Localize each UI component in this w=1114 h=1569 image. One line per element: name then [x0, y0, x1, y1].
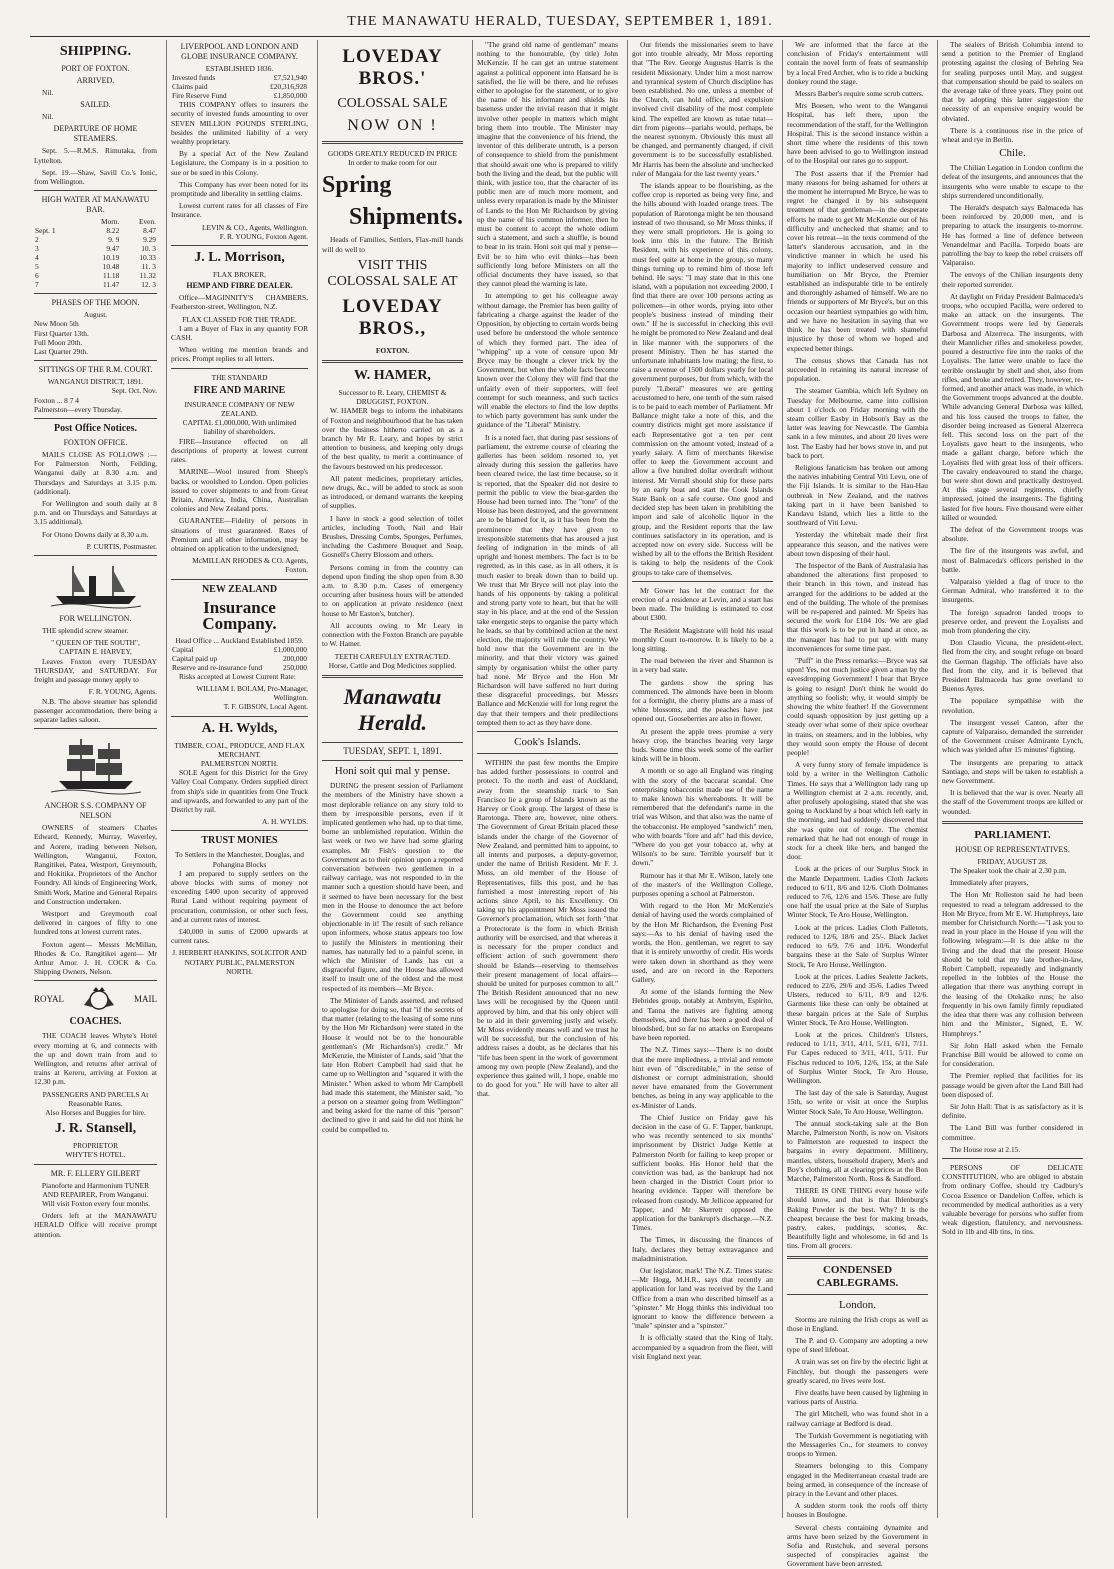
sailed-heading: SAILED. [80, 100, 111, 110]
parliament-heading: PARLIAMENT. [974, 828, 1051, 841]
herald-title: Manawatu Herald. [343, 683, 442, 735]
arrived-nil: Nil. [42, 88, 54, 97]
shipping-title: SHIPPING. [59, 44, 132, 59]
chile-heading: Chile. [999, 147, 1026, 160]
tide-row: 6 11.18 11.32 [35, 271, 156, 281]
column-6: We are informed that the farce at the conclusion of Friday's entertainment will contain the novel form of feats of seamanship by a local Fred Archer, who is to ride a bucking donkey round the stage. Messrs Barber's require some scrub cutters. Mrs Boesen, who went to the Wanganui Hospital, has left there, upon the recommendation of the staff, for the Wellington Hospital. This is the second instance within a short time where the residents of this town have been advised to go to Wellington instead of to the Hospital our rates go to support. The Post asserts that if the Premier had many reasons for being ashamed for others at the moment he interrupted Mr Bryce, he was to regret he changed it by his subsequent treatment of that gentleman—in the desperate efforts he made to get Mr McKenzie out of his difficulty and unchecked that shame; and to cover his retreat—in the texts commend of the latter's slanderous accusation, and in the vindictive manner in which he used his majority to inflict undeserved censure and humiliation on Mr Bryce, the Premier established an indisputable title to be entirely and thoroughly ashamed of himself. We are no friends or supporters of Mr Bryce's, but on this occasion our heartiest sympathies go with him, and we have no hesitation in saying that we think he has been treated with shameful injustice by those of whom we hoped and expected better things. The census shows that Canada has not succeeded in retaining its natural increase of population. The steamer Gambia, which left Sydney on Tuesday for Melbourne, came into collision about 1 o'clock on Friday morning with the steam collier Easby in Hobson's Bay as the latter was leaving for Newcastle. The Gambia sank in a few minutes, and about 20 lives were lost. The Easby had her bows stove in, and put back to port. Religious fanaticism has broken out among the natives inhabiting Central Viti Levu, one of the Fiji Islands. It is similar to the Hau-Hau outbreak in New Zealand, and the natives taking part in it have been banished to Kandavu Island, which lies a little to the southward of Viti Levu. Yesterday the whitebait made their first appearance this season, and the natives were about town disposing of their haul. The Inspector of the Bank of Australasia has abandoned the alterations first proposed to their branch in this town, and instead has arranged for the additions to be added at the end of the building. The whole of the premises will be re-papered and painted. Mr Speirs has secured the work for £104 10s. We are glad that this work is to be put in hand at once, as the manager has had to put up with many inconveniences for some time past. "Puff" in the Press remarks:—Bryce was sat upon! Yes, not much justice given a man by the eavesdropping Government! I hear that Bryce is going to resign! Don't think he would do anything so foolish; why, it would simply be showing the white feather! If the Government could squash opposition by just getting up a steady over what some of their spice overhear in trains, on steamers, and in the lobbies, why they would soon empty the House of decent people! A very funny story of female impudence is told by a writer in the Wellington Catholic Times. He says that a Wellington lady rang up a Wellington chemist at 2 a.m. recently, and, after profusely apologising, stated that she was going to Auckland by a boat which left early in the morning, and had suddenly discovered that she was quite out of rouge. The chemist remarked that he had not enough of rouge in stock for a cheek like hers, and banged the door. Look at the prices of our Surplus Stock in the Mantle Department. Ladies Cloth Jackets reduced to 6/11, 8/6 and 12/6. Cloth Dolmanes reduced to 7/6, 12/6 and 15/6. These are fully one half the usual price at the Sale of Surplus Winter Stock, Te Aro House, Wellington. Look at the prices. Ladies Cloth Palletots, reduced to 12/6, 18/6 and 25/-. Black Jacket reduced to 6/9, 7/6 and 10/6. Wonderful bargains these at the Sale of Surplus Winter Stock, Te Aro House, Wellington. Look at the prices. Ladies Sealette Jackets, reduced to 22/6, 29/6 and 35/6. Ladies Tweed Ulsters, reduced to 6/11, 8/9 and 12/6. Garments like these can only be obtained at these bargain prices at the Sale of Surplus Winter Stock, Te Aro House, Wellington. Look at the prices. Children's Ulsters, reduced to 1/11, 3/11, 4/11, 5/11, 6/11, 7/11. Fur Capes reduced to 3/11, 4/11, 5/11. Fur Fischus reduced to 10/6, 12/6, 15s, at the Sale of Surplus Winter Stock, Te Aro House, Wellington. The last day of the sale is Saturday, August 15th, so write or visit at once the Surplus Winter Stock Sale, Te Aro House, Wellington. The annual stock-taking sale at the Bon Marche, Palmerston North, is now on. Visitors to Palmerston are requested to inspect the bargains in every department. Millinery, mantles, ulsters, household drapery, Men's and Boy's clothing, all at clearing prices at the Bon Marche, Palmerston North. Ross & Sandford. THERE IS ONE THING every house wife should know, and that is that Ihlenburg's Baking Powder is the best. Why? It is the cheapest because the best for making breads, pastry, cakes, puddings, scones, &c. Beautifully light and wholesome, in 6d and 1s tins. From all grocers. CONDENSED CABLEGRAMS. London. Storms are ruining the Irish crops as well as those in England. The P. and O. Company are adopting a new type of steel lifeboat. A train was set on fire by the electric light at Finchley, but though the passengers were greatly scared, no lives were lost. Five deaths have been caused by lightning in various parts of Austria. The girl Mitchell, who was found shot in a railway carriage at Bedford is dead. The Turkish Government is negotiating with the Messageries Co., for steamers to convey troops to Yemen. Steamers belonging to this Company engaged in the Mediterranean coastal trade are being armed, in consequence of the increase of piracy in the Levant and other places. A sudden storm took the roofs off thirty houses in Boulogne. Several chests containing dynamite and arms have been seized by the Government in Sofia and Rustchuk, and several persons suspected of conspiracies against the Government have been arrested. [782, 40, 932, 1518]
sailing-ship-icon [51, 735, 141, 795]
liverpool-heading: LIVERPOOL AND LONDON AND GLOBE INSURANCE COMPANY. [180, 42, 299, 61]
sailed-nil: Nil. [42, 112, 54, 122]
loveday-heading: LOVEDAY BROS.' [342, 46, 443, 89]
stansell-name: J. R. Stansell, [54, 1121, 137, 1137]
moon-phase: First Quarter 13th. [34, 328, 89, 338]
tide-table: Morn. Even. Sept. 1 8.22 8.47 2 9. 9 9.29 3 9.47 10. 3 4 10.19 10.33 5 10.48 11. 3 6 11.18 11.32 7 11.47 12. 3 [35, 217, 156, 290]
tide-heading: HIGH WATER AT MANAWATU BAR. [41, 195, 150, 215]
wylds-name: A. H. Wylds, [201, 720, 278, 736]
column-5: Our friends the missionaries seem to have got into trouble already, Mr Moss reporting that "The Rev. George Augustus Harris is the resident Missionary. Under him a most narrow and tyrannical system of Church discipline has been established. No one, unless a member of the Church, can hold office, and expulsion involved civil disability of the most complete kind. The expelled are known as tutae tutat—dirt from pigeons—pariahs would, perhaps, be the nearest synonym. Obviously this must all be changed, and permanently changed, if civil government is to be successfully established. Mr Harris has been the absolute and unchecked ruler of Mangaia for the last twenty years." The islands appear to be flourishing, as the coffee crop is reported as being very fine, and the hills abound with loaded orange trees. The population of Rarotonga might be ten thousand instead of two thousand, so Mr Moss thinks, if they were small proprietors. He is going to look into this in the future. The British Resident, with his experience of this colony, must feel quite at home in the group, so many things turning up to remind him of those left behind. He says: "I may state that in this one island, with a population not exceeding 2000, I find that there are over 100 persons acting as policemen—in other words, prying into other people's business instead of minding their own." If he is successful in checking this evil he might be promoted to New Zealand and deal in like manner with the supporters of the present Ministry. Then he has started the unfortunate inhabitants low mating; the first, to raise a revenue of 1500 dollars yearly for local government purposes, but from which, with the purely "Liberal" measures we are getting accustomed to here, one tenth of the sum raised is to be paid to each member of Parliament. Mr Ballance might take a note of this, and the country districts might get more assistance if each Representative got a ten per cent commission on the amount voted, instead of a yearly salary. A firm of merchants likewise offer to keep the Government account and allow a five hundred dollar overdraft without interest. Mr Verrall should ship for these parts by an early boat and start the Cook Islands State Bank on a safe course. One good and decided step has been taken in prohibiting the import and sale of alcoholic liquor in the group, and the Resident reports that the law continues satisfactory in its operation, and is accepted now on every side. Success will be wished by all to the efforts the British Resident is taking to help the residents of the Cook groups to take care of themselves. Mr Gower has let the contract for the erection of a residence at Levin, and a start has been made. The building is estimated to cost about £300. The Resident Magistrate will hold his usual monthly Court to-morrow. It is likely to be a long sitting. The road between the river and Shannon is in a very bad state. The gardens show the spring has commenced. The almonds have been in bloom for a fortnight, the cherry plums are a mass of white blossoms, and the peaches have just opened out. Gooseberries are also in flower. At present the apple trees promise a very heavy crop, the branches bearing very large buds. Some time this week some of the earlier kinds will be in bloom. A month or so ago all England was ringing with the story of the baccarat scandal. One enterprising tobacconist made use of the name to make known his whereabouts. It will be remembered that the defendant's name in the trial was Wilson, and that also was the name of the tobacconist. He employed "sandwich" men, who with boards "fore and aft" had this device, "Where do you get your tobacco at, why at Wilson's to be sure. Terrible yourself but it down." Rumour has it that Mr E. Wilson, lately one of the master's of the Wellington College, purposes opening a school at Palmerston. With regard to the Hon Mr McKenzie's denial of having used the words complained of by the Hon Mr Richardson, the Evening Post says:—As to his denial of having used the words, the Hon. gentleman, we regret to say that it is entirely unworthy of credit. His words were taken down in shorthand as they were used, and are on record in the Reporters Gallery. At some of the islands forming the New Hebrides group, notably at Ambrym, Espirito, and Tanna the natives are fighting among themselves, and there has been a good deal of bloodshed, but so far no attacks on Europeans have been reported. The N.Z. Times says:—There is no doubt that the mere impliedness, a trivial and remote hint even of "discreditable," in the sense of dishonest or corrupt administration, should never have emanated from the Government benches, as being in any way applicable to the ex-Minister of Lands. The Chief Justice on Friday gave his decision in the case of G. F. Tapper, bankrupt, who was recently sentenced to six months' imprisonment by District Judge Kettle at Palmerston North for failing to keep proper or sufficient books. His Honor held that the conviction was bad, as the bankrupt had not been charged in the District Court prior to hearing evidence. Tapper will therefore be released from custody. Mr Jellicoe appeared for Tapper, and Mr Skerrett opposed the application for the bankrupt's discharge.—N.Z. Times. The Times, in discussing the finances of Italy, declares they betray extravagance and maladministration. Our legislator, mark! The N.Z. Times states:—Mr Hogg, M.H.R., says that recently an application for land was received by the Land Office from a man who described himself as a "spinster." Mr Hogg thinks this individual too ignorant to know the difference between a "male" spinster and a "spinster." It is officially stated that the King of Italy, accompanied by a squadron from the fleet, will visit England next year. [627, 40, 777, 1518]
tide-row: 4 10.19 10.33 [35, 253, 156, 263]
post-office-heading: Post Office Notices. [53, 423, 138, 435]
anchor-heading: ANCHOR S.S. COMPANY OF NELSON [44, 801, 147, 821]
funds-table: Invested funds £7,521,940 Claims paid £20,316,928 Fire Reserve Fund £1,850,000 [172, 73, 307, 101]
departure-item: Sept. 5.—R.M.S. Rimutaka, from Lyttelton. [34, 146, 157, 165]
moon-phase: Full Moon 20th. [34, 337, 83, 347]
for-wellington-heading: FOR WELLINGTON. [59, 614, 132, 624]
tide-row: 7 11.47 12. 3 [35, 280, 156, 290]
moon-heading: PHASES OF THE MOON. [51, 298, 140, 308]
tide-row: 5 10.48 11. 3 [35, 262, 156, 272]
spring-heading: Spring [322, 172, 392, 199]
tide-row: 3 9.47 10. 3 [35, 244, 156, 254]
royal-crest-icon [82, 985, 116, 1013]
column-4: "The grand old name of gentleman" means nothing to the honourable, (by title) John McKenzie. If he can get an untrue statement against a political opponent into Hansard he is satisfied, the lie will be there, and he refuses either to apologise for the statement, or to give the name of his informant and shields his baseness under the trivial reason that it might involve other people in matters which might bring them into trouble. The Minister may imagine that the convenience of his friend, the inventor of this deliberate untruth, is a person of consequence to shield from the punishment that should await one who is prepared to vilify both the living and the dead, but the public will think, with justice too, that the character of its public men are of much more moment, and unless every reparation is made by the Minister of Lands to the Hon Mr Richardson by giving up the name of his common informer, then he must be content to accept the whole odium such a statement, and such a shuffle, is bound to bear in its train. Honi soit qui mal y pense—Evil be to him who evil thinks—has been sufficiently long before Ministers on all the official documents they have issued, so that they cannot plead the warning is late. In attempting to get his colleague away without damage, the Premier has been guilty of fabricating a charge against the leader of the Opposition, by objecting to certain words being used before he understood the whole sentence of which they formed part. The idea of "whipping" up a vote of censure upon Mr Bryce may be thought a clever trick by the Government, but when the whole facts become known over the Colony they will find that the unfairly even of their supporters, will feel contempt for such meanness, and such tactics will enable the electors to find the low depths to which party government has sunk under the guidance of the "Liberal" Ministry. It is a noted fact, that during past sessions of parliament, the extreme course of clearing the galleries has been seldom resorted to, yet already during this session the galleries have been cleared twice, the last time because, so it is reported, that the Speaker did not desire to permit the public to view the bear-garden the House had been turned into. The "tone" of the House has been destroyed, and the government are to be blamed for it, as it has been from the prominence that they have given to irresponsible statements that has aroused a just feeling of indignation in the minds of all upright and honest members. The fact is to be regretted, as in this case, as in all others, it is much easier to break down than to build up. We trust that Mr Bryce will not play into the hands of his opponents by taking a political and strong party vote to heart, but that he will stay in his place, and at the end of the Session take energetic steps to organise the party which he leads, so that by combined action at the next election, the majority will rule the country. We hold now that the Government are in the minority, and that their victory was gained simply by organisation whilst the other party had none. Mr Bryce and the Hon Mr Richardson will have suffered no hurt during these disgraceful proceedings, but Messrs Ballance and McKenzie will for long regret the day that their tempers and their predilections tempted them to act as they have done. Cook's Islands. WITHIN the past few months the Empire has added further possessions to control and protect. To the north and east of Auckland, away from the steamship track to San Francisco lie a group of Islands known as the Harvey or Cook group. The largest of these is Rarotonga. There are, however, nine others. The Government of Great Britain placed these islands under the charge of the Governor of New Zealand, and permitted him to appoint, to all intents and purposes, a deputy-governor, under the name of British Resident. Mr F. J. Moss, an old member of the House of Representatives, fills this post, and he has furnished a most interesting report of his actions since April, to his Excellency. On taking up his appointment Mr Moss issued the Governor's proclamation, which set forth "that a Protectorate is the form in which British authority will be exercised, and that whereas it is necessary for the proper conduct and efficient action of such government there should be Islands—reserving to themselves their present management of local affairs—should be united for purposes common to all." The British Resident announced that no new laws will be recognised by the Queen until approved by him, and that his only object will be to aid in their governing justly and wisely. Mr Moss evidently means well and we trust he will be successful, but the conclusion of his address raises a doubt, as he declares that his "life has been spent in the work of government among my own people (New Zealand), and the experience thus gained will, I hope, enable me to do good for you." He will have to alter all that. [472, 40, 622, 1518]
cook-islands-heading: Cook's Islands. [514, 736, 581, 749]
masthead: THE MANAWATU HERALD, TUESDAY, SEPTEMBER 1, 1891. [30, 14, 1090, 37]
steamship-icon [51, 562, 141, 608]
moon-phase: New Moon 5th [34, 319, 79, 329]
morrison-name: J. L. Morrison, [194, 250, 285, 266]
cablegrams-heading: CONDENSED CABLEGRAMS. [816, 1263, 899, 1289]
column-3: LOVEDAY BROS.' COLOSSAL SALE NOW ON ! GOODS GREATLY REDUCED IN PRICE In order to make room for our Spring Shipments. Heads of Families, Settlers, Flax-mill hands will do well to VISIT THIS COLOSSAL SALE AT LOVEDAY BROS., FOXTON. W. HAMER, Successor to R. Leary, CHEMIST & DRUGGIST, FOXTON. W. HAMER begs to inform the inhabitants of Foxton and neighbourhood that he has taken over the business hitherto carried on as a branch by Mr R. Leary, and hopes by strict attention to business, and keeping only drugs of the best quality, to merit a continuance of the favours bestowed on his predecessor. All patent medicines, proprietary articles, new drugs, &c., will be added to stock as soon as introduced, or demand warrants the keeping of supplies. I have in stock a good selection of toilet articles, including Tooth, Nail and Hair Brushes, Dressing Combs, Sponges, Perfumes, including the Cashmere Bouquet and Soap, Gosnell's Cherry Blossom and others. Persons coming in from the country can depend upon finding the shop open from 8.30 a.m. to 8.30 p.m. Cases of emergency occurring after business hours will be attended to on application at private residence (next house to Mr Easton's, butcher). All accounts owing to Mr Leary in connection with the Foxton Branch are payable to W. Hamer. TEETH CAREFULLY EXTRACTED. Horse, Cattle and Dog Medicines supplied. Manawatu Herald. TUESDAY, SEPT. 1, 1891. Honi soit qui mal y pense. DURING the present session of Parliament the members of the Ministry have shown a most deplorable reliance on any story told to them by irresponsible persons, even if it implicated gentlemen who had, up to that time, borne an unblemished reputation. Within the last week or two we have had some glaring examples. Mr Fish's question to the Government as to their opinion upon a reported conversation between two gentlemen in a railway carriage, was not responded to in the manner such a question should have been, and it seemed to have been necessary for the best men in the House to denounce the act before the Government could see anything objectionable in it! The result of such reliance upon informers, whose status appears too low to justify the Ministers in mentioning their names, has naturally led to a painful scene, in which the Minister of Lands has cut a disgraceful figure, and the House has allowed itself to insult one of the oldest and the most respected of its members—Mr Bryce. The Minister of Lands asserted, and refused to apologise for doing so, that "if the secrets of that matter (relating to the leasing of some runs by the Hon Mr Richardson) were stated in the House it would not be to the honourable gentleman's (Mr Richardson's) credit." Mr McKenzie, the Minister of Lands, said "that the late Hon Robert Campbell had said that he came up to Wellington and "squared it with the Minister." When asked to whom Mr Campbell had made this statement, the Minister said, "to a person on a steamer going from Wellington" and being asked for the name of this "person" declined to give it and said he did not think he could be compelled to. [317, 40, 467, 1518]
departure-heading: DEPARTURE OF HOME STEAMERS. [53, 124, 138, 144]
hamer-heading: W. HAMER, [354, 368, 431, 384]
moon-phase: Last Quarter 29th. [34, 347, 88, 357]
capital-table: Capital £1,000,000 Capital paid up 200,000 Reserve and re-insurance fund 250,000 [172, 644, 307, 672]
column-2: LIVERPOOL AND LONDON AND GLOBE INSURANCE COMPANY. ESTABLISHED 1836. Invested funds £7,521,940 Claims paid £20,316,928 Fire Reserve Fund £1,850,000 THIS COMPANY offers to insurers the security of invested funds amounting to over SEVEN MILLION POUNDS STERLING, besides the unlimited liability of a very wealthy proprietary. By a special Act of the New Zealand Legislature, the Company is in a position to sue or be sued in this Colony. This Company has ever been noted for its promptitude and liberality in settling claims. Lowest current rates for all classes of Fire Insurance. LEVIN & CO., Agents, Wellington. F. R. YOUNG, Foxton Agent. J. L. Morrison, FLAX BROKER, HEMP AND FIBRE DEALER. Office—MAGINNITY'S CHAMBERS, Featherston-street, Wellington, N.Z. FLAX CLASSED FOR THE TRADE. I am a Buyer of Flax in any quantity FOR CASH. When writing me mention brands and prices. Prompt replies to all letters. THE STANDARD FIRE AND MARINE INSURANCE COMPANY OF NEW ZEALAND. CAPITAL £1,000,000, With unlimited liability of shareholders. FIRE—Insurance effected on all descriptions of property at lowest current rates. MARINE—Wool insured from Sheep's backs, or woolshed to London. Open policies issued to cover shipments to and from Great Britain, America, India, China, Australian colonies and New Zealand ports. GUARANTEE—Fidelity of persons in situations of trust guaranteed. Rates of Premium and all other information, may be obtained on application to the undersigned, McMILLAN RHODES & CO. Agents, Foxton. NEW ZEALAND Insurance Company. Head Office ... Auckland Established 1859. Capital £1,000,000 Capital paid up 200,000 Reserve and re-insurance fund 250,000 Risks accepted at Lowest Current Rate: WILLIAM I. BOLAM, Pro-Manager, Wellington. T. F. GIBSON, Local Agent. A. H. Wylds, TIMBER, COAL, PRODUCE, AND FLAX MERCHANT. PALMERSTON NORTH. SOLE Agent for this District for the Grey Valley Coal Company. Orders supplied direct from ship's side in quantities from One Truck and upwards, and forwarded to any part of the District by rail. A. H. WYLDS. TRUST MONIES To Settlers in the Manchester, Douglas, and Pohangina Blocks I am prepared to supply settlers on the above blocks with sums of money not exceeding £400 upon security of approved Rural Land without requiring payment of procuration, commission, or other such fees, and at current rates of interest. £40,000 in sums of £2000 upwards at current rates. J. HERBERT HANKINS, SOLICITOR AND NOTARY PUBLIC, PALMERSTON NORTH. [166, 40, 312, 1518]
court-heading: SITTINGS OF THE R.M. COURT. [38, 365, 153, 375]
port-heading: PORT OF FOXTON. [61, 64, 130, 73]
departure-item: Sept. 19.—Shaw, Savill Co.'s Ionic, from Wellington. [34, 167, 157, 187]
nz-insurance-heading: Insurance Company. [202, 597, 277, 633]
coaches-heading: COACHES. [69, 1016, 122, 1028]
column-7: The sealers of British Columbia intend to send a petition to the Premier of England protesting against the closing of Behring Sea for sealing purposes until May, and suggest that compensation should be paid to sealers on the average take of three years. They point out that by adopting this latter suggestion the necessity of an expensive enquiry would be obviated. There is a continuous rise in the price of wheat and rye in Berlin. Chile. The Chilian Legation in London confirm the defeat of the insurgents, and announces that the insurgents who were unable to escape to the ships surrendered unconditionally. The Herald's despatch says Balmaceda has been reinforced by 20,000 men, and is preparing to attack the insurgents to-morrow. He has formed a line of defence between Venandelmar and Pacilla. Torpedo boats are patrolling the bay to keep the rebel cruisers off Valparaiso. The envoys of the Chilian insurgents deny their reported surrender. At daylight on Friday President Balmaceda's troops, who occupied Pacilla, were ordered to make an attack on the insurgents. The Government troops were led by Generals Darbosa and Alzerreca. The insurgents, with their Mannlicher rifles and smokeless powder, poured a destructive fire into the ranks of the Loyalists. The latter were unable to face the terrible onslaught by shell and shot, also from rifles, and broke and retired. They, however, re-formed, and another attack was made, in which the Government troops advanced at the double. While advancing General Darbosa was killed, and his loss caused the troops to falter, the disorder being increased as General Alzerreca fell. This second loss on the part of the Loyalists gave heart to the insurgents, who made a gallant charge, before which the Loyalists fled with great loss of their officers. The cavalry endeavoured to stand the charge, but were shot down and practically destroyed. At this stage several regiments, chiefly impressed, joined the insurgents. The fighting lasted for five hours. Five thousand were either killed or wounded. The defeat of the Government troops was absolute. The fire of the insurgents was awful, and most of Balmaceda's officers perished in the battle. Valparaiso yielded a flag of truce to the German Admiral, who transferred it to the insurgents. The foreign squadron landed troops to preserve order, and prevent the Loyalists and mob from plundering the city. Don Claudio Vicuna, the president-elect, fled from the city, and sought refuge on board the German flagship. The officials have also fled from the city, and it is believed that President Balmaceda has gone overland to Buenos Ayres. The populace sympathise with the revolution. The insurgent vessel Canton, after the capture of Valparaiso, demanded the surrender of the Government cruiser Admirante Lynch, which was yielded after 15 minutes' fighting. The insurgents are preparing to attack Santiago, and steps will be taken to establish a new Government. It is believed that the war is over. Nearly all the staff of the Government troops are killed or wounded. PARLIAMENT. HOUSE OF REPRESENTATIVES. FRIDAY, AUGUST 28. The Speaker took the chair at 2.30 p.m. Immediately after prayers, The Hon Mr Rolleston said he had been requested to read a telegram addressed to the Hon Mr Bryce, from Mr E. W. Humphreys, late member for Christchurch North:—"I ask you to read in your place in the House if you will the following telegram:—It is due alike to the living and the dead that the present House should be told that my late brother-in-law, Robert Campbell, repeatedly and indignantly repelled in the lobbies of the House the allegation that there was anything corrupt in the leasing of the Otekaike runs; he also frequently in his own family firmly repudiated the idea that there was any collusion between him and the Minister., Signed, E. W. Humphreys." Sir John Hall asked when the Female Franchise Bill would be allowed to come on for consideration. The Premier replied that facilities for its passage would be given after the Land Bill had been disposed of. Sir John Hall: That is as satisfactory as it is definite. The Land Bill was further considered in committee. The House rose at 2.15. PERSONS OF DELICATE CONSTITUTION, who are obliged to abstain from ordinary Coffee, should try Cadbury's Cocoa Essence or Dandelion Coffee, which is recommended by medical authorities as a very valuable beverage for persons who suffer from weak digestion, flatulency, and nervousness. Sold in 1lb and 4lb tins, in tins. [937, 40, 1087, 1518]
tide-row: Sept. 1 8.22 8.47 [35, 226, 156, 236]
arrived-heading: ARRIVED. [76, 76, 115, 85]
column-1: SHIPPING. PORT OF FOXTON. ARRIVED. Nil. SAILED. Nil. DEPARTURE OF HOME STEAMERS. Sept. 5.—R.M.S. Rimutaka, from Lyttelton. Sept. 19.—Shaw, Savill Co.'s Ionic, from Wellington. HIGH WATER AT MANAWATU BAR. Morn. Even. Sept. 1 8.22 8.47 2 9. 9 9.29 3 9.47 10. 3 4 10.19 10.33 5 10.48 11. 3 6 11.18 11.32 7 11.47 12. 3 PHASES OF THE MOON. August. New Moon 5th First Quarter 13th. Full Moon 20th. Last Quarter 29th. SITTINGS OF THE R.M. COURT. WANGANUI DISTRICT, 1891. Sept. Oct. Nov. Foxton ... 8 7 4 Palmerston—every Thursday. Post Office Notices. FOXTON OFFICE. MAILS CLOSE AS FOLLOWS :— For Palmerston North, Feilding, Wanganui daily at 8.30 a.m. and Thursdays and Saturdays at 3.15 p.m. (additional). For Wellington and south daily at 8 p.m. and on Thursdays and Saturdays at 3.15 additional). For Otono Downs daily at 8.30 a.m. P. CURTIS, Postmaster. FOR WELLINGTON. THE splendid screw steamer. " QUEEN OF THE SOUTH", CAPTAIN E. HARVEY, Leaves Foxton every TUESDAY THURSDAY, and SATURDAY. For freight and passage money apply to F. R. YOUNG, Agents. N.B. The above steamer has splendid passenger accommodation, there being a separate ladies saloon. ANCHOR S.S. COMPANY OF NELSON OWNERS of steamers Charles Edward, Kennedy, Murray, Waverley, and Aorere, trading between Nelson, Wellington, Wanganui, Foxton, Rangitikei, Patea, Westport, Greymouth, and Hokitika. Proprietors of the Anchor Foundry. All kinds of Engineering Work, Smith Work, Marine and General Repairs and Construction undertaken. Westport and Greymouth coal delivered in cargoes of fifty to one hundred tons at lowest current rates. Foxton agent— Messrs McMillan, Rhodes & Co. Rangitikei agent— Mr Arthur Amor. J. H. COCK & Co. Shipping Owners, Nelson. ROYAL MAIL COACHES. THE COACH leaves Whyte's Hotel every morning at 6, and connects with the up and down train from and to Wellington, and returns after arrival of trains at Kereru, arriving at Foxton at 12.30 p.m. PASSENGERS AND PARCELS At Reasonable Rates. Also Horses and Buggies for hire. J. R. Stansell, PROPRIETOR WHYTE'S HOTEL. MR. F. ELLERY GILBERT Pianoforte and Harmonium TUNER AND REPAIRER, From Wanganui. Will visit Foxton every four months. Orders left at the MANAWATU HERALD Office will receive prompt attention. [34, 44, 157, 1239]
tide-row: 2 9. 9 9.29 [35, 235, 156, 245]
